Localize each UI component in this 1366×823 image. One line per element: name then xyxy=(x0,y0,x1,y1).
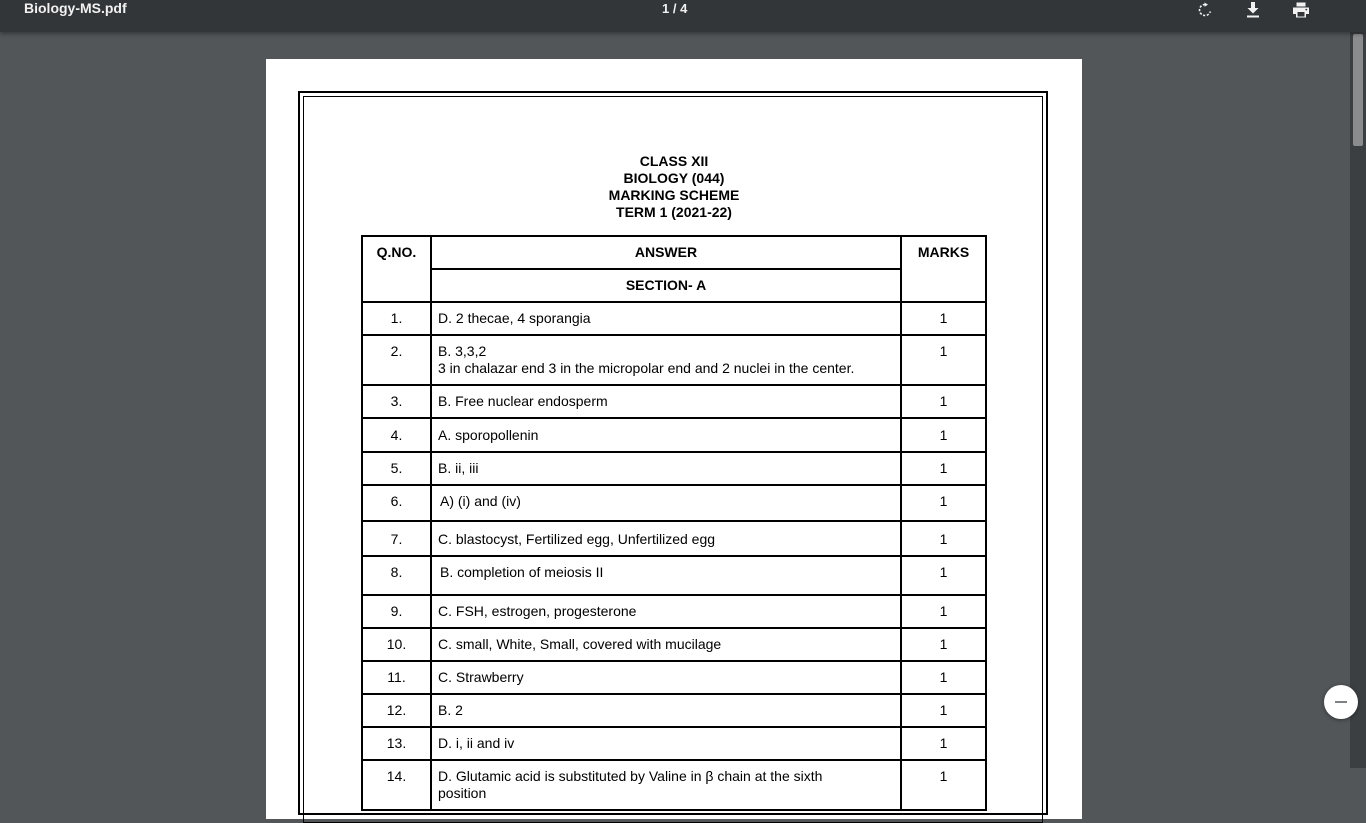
question-number: 4. xyxy=(362,418,431,452)
col-answer-header: ANSWER xyxy=(431,236,901,269)
answer-text: C. FSH, estrogen, progesterone xyxy=(438,603,637,619)
table-row xyxy=(362,521,986,556)
question-number: 13. xyxy=(362,727,431,760)
answer-cell xyxy=(431,302,901,335)
print-icon xyxy=(1292,2,1310,18)
table-row xyxy=(362,385,986,418)
question-number: 8. xyxy=(362,556,431,595)
answer-cell xyxy=(431,727,901,760)
answer-explanation: 3 in chalazar end 3 in the micropolar end and 2 nuclei in the center. xyxy=(438,360,855,376)
marks-cell: 1 xyxy=(901,485,986,521)
answer-cell xyxy=(431,521,901,556)
table-row xyxy=(362,452,986,485)
answer-text: C. blastocyst, Fertilized egg, Unfertilized egg xyxy=(438,531,716,547)
table-header-row xyxy=(362,236,986,269)
table-row xyxy=(362,485,986,521)
answer-cell xyxy=(431,385,901,418)
section-row xyxy=(362,269,986,302)
answer-text: D. Glutamic acid is substituted by Valine in β chain at the sixth xyxy=(438,768,823,784)
answer-text: D. i, ii and iv xyxy=(438,735,515,751)
question-number: 14. xyxy=(362,760,431,810)
table-row xyxy=(362,628,986,661)
answer-cell xyxy=(431,335,901,385)
table-row xyxy=(362,335,986,385)
answer-text: B. 2 xyxy=(438,702,463,718)
answer-text: B. completion of meiosis II xyxy=(440,564,604,580)
marks-cell: 1 xyxy=(901,521,986,556)
marks-cell: 1 xyxy=(901,628,986,661)
answer-text: A. sporopollenin xyxy=(438,427,539,443)
marks-cell: 1 xyxy=(901,418,986,452)
question-number: 1. xyxy=(362,302,431,335)
question-number: 6. xyxy=(362,485,431,521)
marks-cell: 1 xyxy=(901,302,986,335)
document-heading xyxy=(266,153,1082,221)
answer-text: B. ii, iii xyxy=(438,460,479,476)
marks-cell: 1 xyxy=(901,694,986,727)
table-row xyxy=(362,661,986,694)
answer-text: B. Free nuclear endosperm xyxy=(438,393,608,409)
marks-cell: 1 xyxy=(901,452,986,485)
heading-term: TERM 1 (2021-22) xyxy=(616,204,732,220)
question-number: 9. xyxy=(362,595,431,628)
answer-text: B. 3,3,2 xyxy=(438,343,487,359)
answer-continuation: position xyxy=(438,785,487,801)
section-label: SECTION- A xyxy=(431,269,901,302)
col-qno-header: Q.NO. xyxy=(362,236,431,302)
question-number: 3. xyxy=(362,385,431,418)
marks-cell: 1 xyxy=(901,385,986,418)
heading-marking-scheme: MARKING SCHEME xyxy=(608,187,740,203)
question-number: 12. xyxy=(362,694,431,727)
marks-cell: 1 xyxy=(901,595,986,628)
answer-cell xyxy=(431,595,901,628)
heading-class: CLASS XII xyxy=(639,153,709,169)
table-row xyxy=(362,302,986,335)
heading-subject: BIOLOGY (044) xyxy=(623,170,725,186)
question-number: 7. xyxy=(362,521,431,556)
minus-icon xyxy=(1334,695,1348,709)
table-row xyxy=(362,727,986,760)
answer-cell xyxy=(431,485,901,521)
answer-cell xyxy=(431,418,901,452)
print-button[interactable] xyxy=(1289,0,1313,20)
table-row xyxy=(362,556,986,595)
file-name: Biology-MS.pdf xyxy=(24,0,127,16)
vertical-scrollbar[interactable] xyxy=(1350,0,1366,768)
scrollbar-thumb[interactable] xyxy=(1353,34,1363,146)
download-button[interactable] xyxy=(1241,0,1265,20)
marks-cell: 1 xyxy=(901,661,986,694)
question-number: 11. xyxy=(362,661,431,694)
pdf-toolbar xyxy=(0,0,1366,32)
zoom-out-button[interactable] xyxy=(1324,685,1358,719)
marks-cell: 1 xyxy=(901,727,986,760)
answer-text: D. 2 thecae, 4 sporangia xyxy=(438,310,591,326)
answer-cell xyxy=(431,694,901,727)
table-row xyxy=(362,595,986,628)
answer-cell xyxy=(431,452,901,485)
answer-cell xyxy=(431,556,901,595)
question-number: 5. xyxy=(362,452,431,485)
question-number: 10. xyxy=(362,628,431,661)
pdf-page xyxy=(266,59,1082,819)
rotate-icon xyxy=(1197,2,1213,18)
marking-scheme-table xyxy=(361,235,987,811)
col-marks-header: MARKS xyxy=(901,236,986,302)
marks-cell: 1 xyxy=(901,556,986,595)
question-number: 2. xyxy=(362,335,431,385)
table-row xyxy=(362,694,986,727)
answer-text: A) (i) and (iv) xyxy=(440,493,521,509)
answer-text: C. small, White, Small, covered with mucilage xyxy=(438,636,722,652)
answer-text: C. Strawberry xyxy=(438,669,524,685)
download-icon xyxy=(1245,1,1261,19)
answer-cell xyxy=(431,661,901,694)
page-indicator: 1 / 4 xyxy=(662,1,688,16)
marks-cell: 1 xyxy=(901,335,986,385)
table-row xyxy=(362,418,986,452)
marks-cell: 1 xyxy=(901,760,986,810)
answer-cell xyxy=(431,628,901,661)
rotate-button[interactable] xyxy=(1193,0,1217,20)
